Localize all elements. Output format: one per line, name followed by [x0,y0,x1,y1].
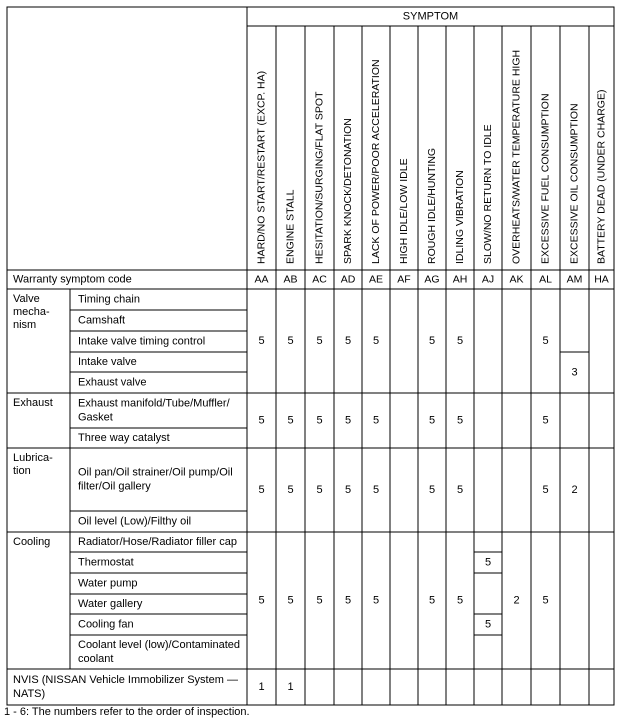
inspection-order-value: 5 [258,483,265,496]
component-label: Cooling fan [78,618,134,631]
warranty-code: AG [424,273,440,286]
inspection-order-value: 5 [287,483,294,496]
group-name: Lubrica- [13,451,53,464]
warranty-code: AM [566,273,583,286]
component-label: Thermostat [78,556,134,569]
inspection-order-value: 2 [513,594,520,607]
nvis-label: NVIS (NISSAN Vehicle Immobilizer System — [13,673,238,686]
group-name: mecha- [13,305,50,318]
component-label: Water gallery [78,597,143,610]
inspection-order-value: 5 [344,414,352,427]
component-label: Exhaust manifold/Tube/Muffler/ [78,397,230,410]
component-label: Camshaft [78,314,126,327]
warranty-code: AD [340,273,356,286]
inspection-order-value: 5 [484,556,492,569]
inspection-order-value: 5 [344,594,352,607]
nvis-label: NATS) [13,687,46,700]
inspection-order-value: 5 [316,414,323,427]
inspection-order-value: 5 [287,594,294,607]
warranty-code: AF [397,273,411,286]
inspection-order-value: 5 [258,594,265,607]
warranty-code: HA [594,273,609,286]
inspection-order-value: 1 [287,680,294,693]
inspection-order-value: 5 [316,483,323,496]
inspection-order-value: 5 [258,414,265,427]
group-name: Exhaust [13,396,53,409]
warranty-row-label: Warranty symptom code [13,273,132,286]
component-label: Exhaust valve [78,376,147,389]
inspection-order-value: 5 [428,594,436,607]
inspection-order-value: 5 [456,334,464,347]
group-name: Cooling [13,535,51,548]
symptom-header-label: HESITATION/SURGING/FLAT SPOT [313,91,326,264]
symptom-header-label: HIGH IDLE/LOW IDLE [397,158,410,264]
inspection-order-value: 5 [428,334,436,347]
component-label: Timing chain [78,293,140,306]
inspection-order-value: 5 [484,618,492,631]
inspection-order-value: 5 [428,414,436,427]
inspection-order-value: 5 [287,414,294,427]
inspection-order-value: 3 [571,366,578,379]
inspection-order-value: 5 [287,334,294,347]
symptom-header-label: ROUGH IDLE/HUNTING [425,147,438,264]
inspection-order-value: 5 [428,483,436,496]
component-label: Intake valve [78,355,137,368]
component-label: filter/Oil gallery [78,480,151,493]
component-label: coolant [78,652,114,665]
inspection-order-value: 5 [542,483,549,496]
warranty-code: AH [452,273,468,286]
inspection-order-value: 2 [571,483,578,496]
component-label: Water pump [78,577,138,590]
component-label: Gasket [78,411,113,424]
warranty-code: AJ [481,273,495,286]
inspection-order-value: 5 [542,334,549,347]
symptom-header-label: HARD/NO START/RESTART (EXCP. HA) [255,70,268,264]
symptom-header-label: EXCESSIVE OIL CONSUMPTION [568,103,581,264]
inspection-order-value: 5 [258,334,265,347]
inspection-order-value: 5 [316,594,323,607]
symptom-header-label: SLOW/NO RETURN TO IDLE [481,124,494,264]
warranty-code: AC [312,273,327,286]
inspection-order-value: 5 [344,483,352,496]
warranty-code: AE [368,273,384,286]
symptom-header-label: ENGINE STALL [284,189,297,264]
inspection-order-value: 5 [456,483,464,496]
warranty-code: AK [509,273,524,286]
symptom-header-label: SPARK KNOCK/DETONATION [341,118,354,264]
inspection-order-value: 5 [372,483,380,496]
component-label: Oil level (Low)/Filthy oil [78,515,192,528]
inspection-order-value: 5 [372,334,380,347]
symptom-header-label: IDLING VIBRATION [453,170,466,264]
component-label: Radiator/Hose/Radiator filler cap [78,535,237,548]
component-label: Intake valve timing control [78,335,206,348]
inspection-order-value: 5 [344,334,352,347]
symptom-header-label: LACK OF POWER/POOR ACCELERATION [369,59,382,264]
component-label: Coolant level (low)/Contaminated [78,638,241,651]
inspection-order-value: 5 [542,594,549,607]
symptom-header-label: BATTERY DEAD (UNDER CHARGE) [595,89,608,264]
inspection-order-value: 5 [456,414,464,427]
footnote: 1 - 6: The numbers refer to the order of inspection. [4,706,250,718]
warranty-code: AB [283,273,298,286]
symptom-title: SYMPTOM [402,10,459,23]
warranty-code: AA [254,273,269,286]
group-name: nism [13,318,37,331]
inspection-order-value: 5 [316,334,323,347]
group-name: tion [13,464,31,477]
symptom-header-label: OVERHEATS/WATER TEMPERATURE HIGH [510,49,523,264]
group-name: Valve [13,292,40,305]
symptom-header-label: EXCESSIVE FUEL CONSUMPTION [539,93,552,264]
inspection-order-value: 5 [542,414,549,427]
component-label: Three way catalyst [78,431,170,444]
inspection-order-value: 1 [258,680,265,693]
inspection-order-value: 5 [372,594,380,607]
inspection-order-value: 5 [456,594,464,607]
component-label: Oil pan/Oil strainer/Oil pump/Oil [78,466,233,479]
inspection-order-value: 5 [372,414,380,427]
warranty-code: AL [539,273,552,286]
